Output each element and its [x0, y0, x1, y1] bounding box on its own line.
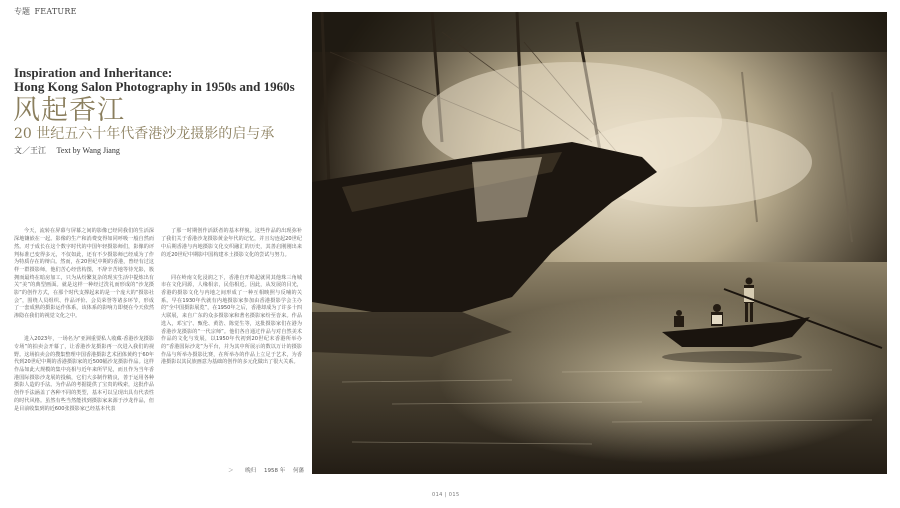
body-paragraph: 进入2023年，一场名为“亚洲重要私人收藏·香港沙龙摄影专场”的拍卖会开幕了，让香港沙龙摄影再一次进入我们的视野。这场拍卖会的搜集整理中国香港摄影艺术团体黄约于60年代到20世纪中期的香港摄影家的近500幅沙龙摄影作品。这样作品如此大规模的集中亮相与近年来所罕见，而且作为当年香港国际摄影沙龙展的投稿，它们大多制作精良，善于运用各种摄影人造的手法。为作品的考据提供了宝贵的线索，这批作品创作手法涵盖了各种不同的类型，基本可以呈现出具有代表性的时代风格。虽然有些当然能找到摄影家来源于沙龙作品，但是目前收集到的近600张摄影家已经基本代表: [14, 336, 154, 412]
subtitle-zh: 20 世纪五六十年代香港沙龙摄影的启与承: [14, 126, 275, 142]
byline-en: Text by Wang Jiang: [56, 146, 120, 155]
title-en-line2: Hong Kong Salon Photography in 1950s and 1960s: [14, 79, 295, 94]
caption-title: 晚归: [245, 468, 257, 474]
body-paragraph: 今天，流转在屏幕与屏幕之间的影像已经同我们的生活深深地镶嵌在一起。影像的生产和消费变得如同呼吸一般自然而然。对于成长在这个数字时代的中国年轻摄影师们，影像的评判标准已变得多元，不仅如此，还有不少摄影师已经成为了作为特质存在的辩白。然而，在20世纪中期的香港，曾经有过这样一群摄影师，他们苦心经营构图，不辞辛苦地等待光影，簇拥而最终在暗房加工，只为从纷繁复杂的现实生活中提炼出有关“美”的典型画面。就是这样一种经过洗礼而形成的“沙龙摄影”的创作方式，在那个时代支撑起来的是一个庞大的“摄影社会”，围绕人员组织、作品评价、会员荣誉等诸多环节，形成了一套成熟的摄影运作体系，该体系的影响力即便在今天依然渗隐在我们的视觉文化之中。: [14, 228, 154, 320]
title-zh: 风起香江: [13, 95, 125, 126]
body-column-1: [14, 213, 154, 421]
page-numbers: 014 | 015: [432, 492, 460, 498]
harbour-junk-photo: [312, 12, 887, 474]
photo-caption: [228, 466, 310, 474]
caption-year: 1958 年: [264, 468, 286, 474]
body-column-2: [161, 213, 302, 375]
caption-author: 何藩: [293, 468, 305, 474]
section-tag: [14, 6, 77, 17]
title-en-line1: Inspiration and Inheritance:: [14, 65, 173, 80]
caption-arrow: ＞: [228, 468, 234, 474]
byline: [14, 145, 304, 156]
body-paragraph: 同在岭南文化浸润之下，香港自开埠起就同其他珠三角城市在文化同源，人缘相亲，民俗相近。因此，从发展的目光，香港的摄影文化与内地之间形成了一种互相映照与反哺的关系。早在1930年代就有内地摄影家参加由香港摄影学会主办的“全中国摄影展览”，在1950年之后，香港却成为了许多十四大联展，来自广东的众多摄影家和著名摄影家纷至沓来。作品选入，邓宝宁、甄伦、黄浩、陈觉生等，这批摄影家们在港为香港沙龙摄影的“一代宗师”。他们各自通过作品与对自然美术作品的文化与发展，以1950年代初到20世纪末香港所举办的“香港国际沙龙”为平台，并为其中所展示的数以万计的摄影作品与所举办摄影比赛，在所举办的作品上立足于艺术，为香港摄影以其民族画意为基础的创作的多元化做出了很大关系。: [161, 274, 302, 366]
byline-zh: 文／王江: [14, 146, 46, 155]
body-paragraph: 了那一时期创作活跃者的基本样貌。这些作品的出现弥补了我们关于香港沙龙摄影黄金年代的记忆，并且勾连起20世纪中后期香港与内地摄影文化交织融汇的历史，其善启刚刚出来的近20世纪中期影中国构建本土摄影文化的尝试与努力。: [161, 228, 302, 258]
title-block: [14, 66, 304, 156]
section-zh: 专题: [14, 7, 30, 16]
section-en: FEATURE: [34, 7, 77, 16]
feature-photo: [312, 12, 887, 474]
